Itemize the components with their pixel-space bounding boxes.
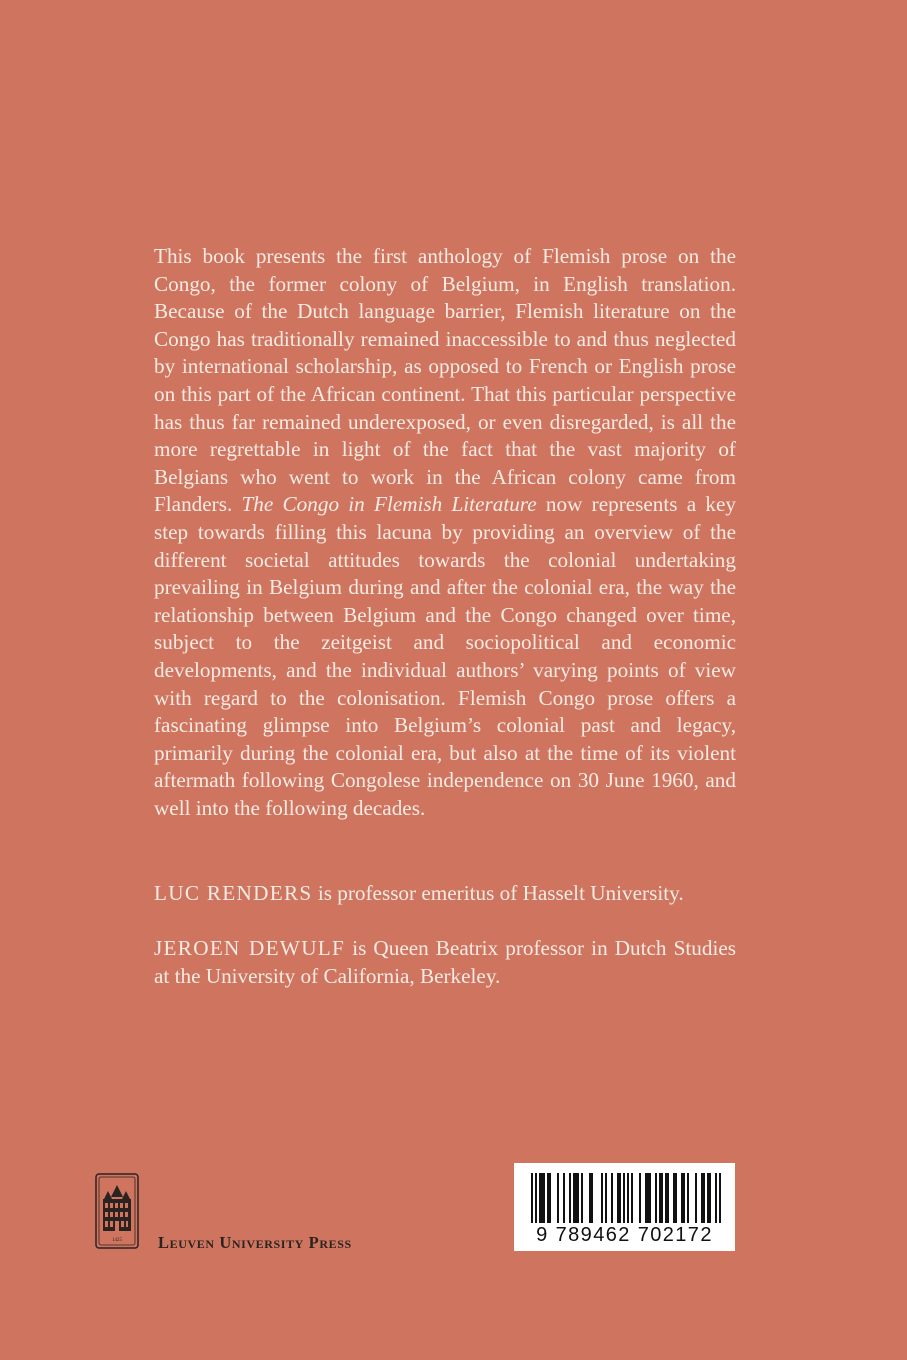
barcode-bar xyxy=(661,1173,663,1223)
barcode-bar xyxy=(589,1173,591,1223)
barcode-bar xyxy=(573,1173,575,1223)
barcode-bar xyxy=(681,1173,683,1223)
author-name: JEROEN DEWULF xyxy=(154,936,346,960)
barcode-bar xyxy=(617,1173,619,1223)
barcode-bar xyxy=(667,1173,669,1223)
barcode-bar xyxy=(535,1173,537,1223)
blurb-paragraph xyxy=(154,243,736,822)
barcode-bar xyxy=(627,1173,629,1223)
barcode-bar xyxy=(709,1173,711,1223)
barcode-bar xyxy=(701,1173,703,1223)
blurb-text-part-2: now represents a key step towards filling this lacuna by providing an overview of the different societal attitudes towards the colonial undertaking prevailing in Belgium during and after the colonial era, the way the relationship between Belgium and the Congo changed over time, subject to the zeitgeist and sociopolitical and economic developments, and the individual authors’ varying points of view with regard to the colonisation. Flemish Congo prose offers a fascinating glimpse into Belgium’s colonial past and legacy, primarily during the colonial era, but also at the time of its violent aftermath following Congolese independence on 30 June 1960, and well into the following decades. xyxy=(154,492,737,820)
barcode-bar xyxy=(547,1173,549,1223)
publisher-logo-icon xyxy=(95,1173,139,1249)
logo-year: 1425 xyxy=(112,1238,122,1243)
barcode-bar xyxy=(719,1173,721,1223)
barcode-bar xyxy=(541,1173,543,1223)
barcode-bar xyxy=(563,1173,565,1223)
barcode-bar xyxy=(715,1173,717,1223)
barcode-bar xyxy=(683,1173,685,1223)
back-cover-blurb xyxy=(154,243,736,822)
barcode-bar xyxy=(665,1173,667,1223)
author-bio-renders xyxy=(154,880,736,908)
barcode-bar xyxy=(695,1173,697,1223)
barcode-bar xyxy=(557,1173,559,1223)
publisher-name: Leuven University Press xyxy=(158,1233,352,1252)
barcode-bar xyxy=(605,1173,607,1223)
barcode-bar xyxy=(623,1173,625,1223)
barcode-bar xyxy=(647,1173,649,1223)
barcode-bar xyxy=(673,1173,675,1223)
barcode-bar xyxy=(631,1173,633,1223)
barcode-bar xyxy=(639,1173,641,1223)
author-bio-text: is professor emeritus of Hasselt University. xyxy=(312,881,684,905)
author-bio-text: is Queen Beatrix professor in Dutch Studies at the University of California, Berkeley. xyxy=(154,936,736,988)
barcode-bar xyxy=(611,1173,613,1223)
barcode-bar xyxy=(531,1173,533,1223)
isbn-barcode xyxy=(514,1163,735,1251)
barcode-bar xyxy=(645,1173,647,1223)
blurb-text-part-1: This book presents the first anthology of Flemish prose on the Congo, the former colony of Belgium, in English translation. Because of the Dutch language barrier, Flemish literature on the Congo has traditionally remained inaccessible to and thus neglected by international scholarship, as opposed to French or English prose on this part of the African continent. That this particular perspective has thus far remained underexposed, or even disregarded, is all the more regrettable in light of the fact that the vast majority of Belgians who went to work in the African colony came from Flanders. xyxy=(154,244,736,517)
barcode-bar xyxy=(591,1173,593,1223)
barcode-bar xyxy=(549,1173,551,1223)
barcode-bar xyxy=(601,1173,603,1223)
barcode-bar xyxy=(539,1173,541,1223)
isbn-digits: 9 789462 702172 xyxy=(536,1224,713,1246)
barcode-bar xyxy=(543,1173,545,1223)
book-title: The Congo in Flemish Literature xyxy=(241,492,537,517)
author-bio-dewulf xyxy=(154,935,736,990)
barcode-bar xyxy=(675,1173,677,1223)
barcode-bar xyxy=(649,1173,651,1223)
barcode-bar xyxy=(687,1173,689,1223)
barcode-bar xyxy=(581,1173,583,1223)
barcode-bar xyxy=(575,1173,577,1223)
barcode-bar xyxy=(577,1173,579,1223)
barcode-bar xyxy=(619,1173,621,1223)
barcode-bar xyxy=(569,1173,571,1223)
author-name: LUC RENDERS xyxy=(154,881,313,905)
barcode-bar xyxy=(707,1173,709,1223)
barcode-bar xyxy=(659,1173,661,1223)
barcode-bar xyxy=(655,1173,657,1223)
barcode-bar xyxy=(703,1173,705,1223)
